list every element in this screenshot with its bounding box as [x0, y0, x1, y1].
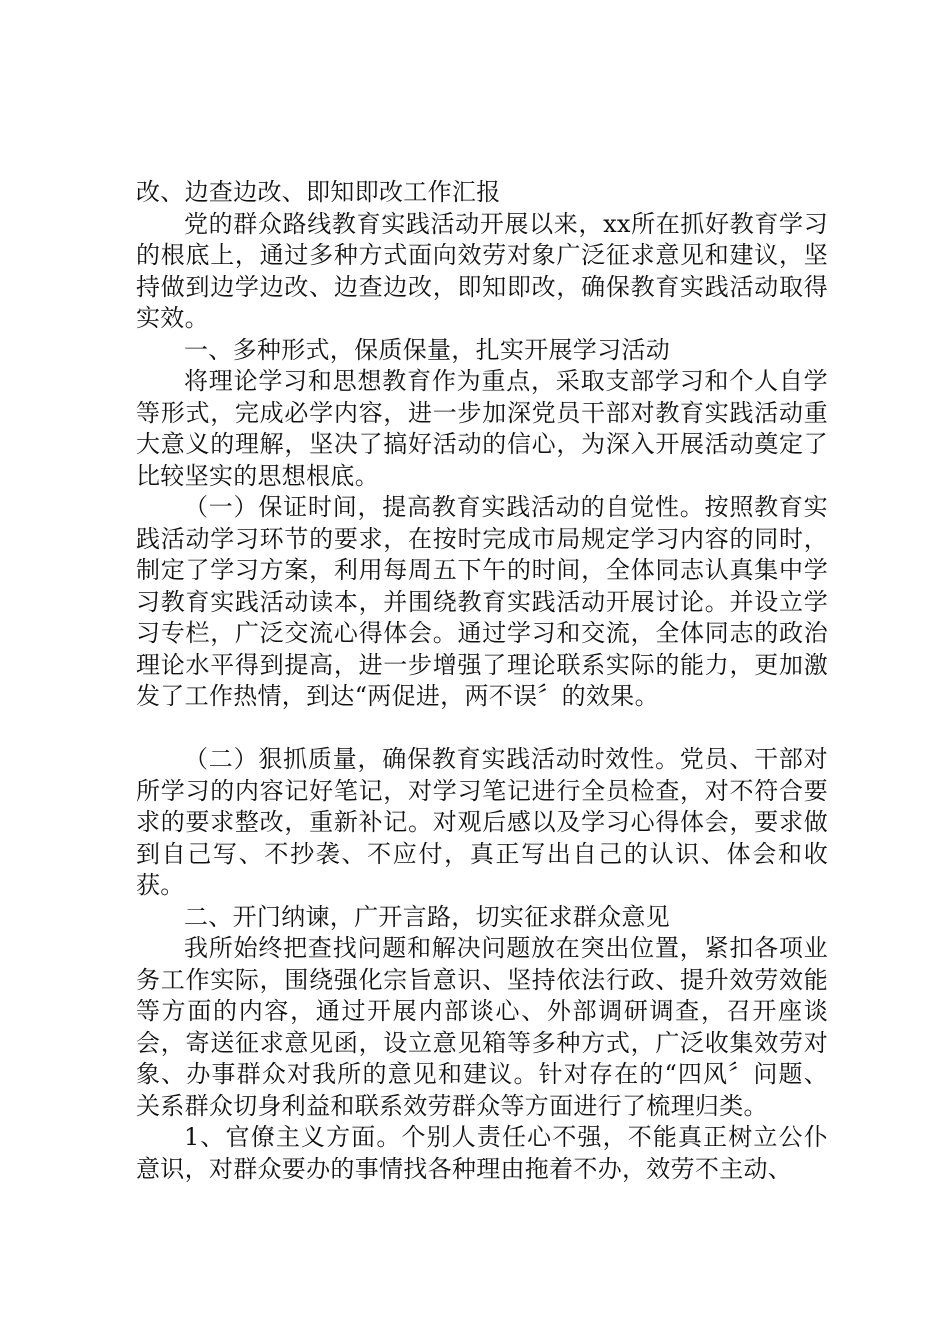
section-heading-1: 一、多种形式，保质保量，扎实开展学习活动	[184, 335, 670, 364]
item-1-paragraph: 1、官僚主义方面。个别人责任心不强，不能真正树立公仆意识，对群众要办的事情找各种理由拖着不办，效劳不主动、	[136, 1123, 828, 1183]
subsection-2-paragraph: （二）狠抓质量，确保教育实践活动时效性。党员、干部对所学习的内容记好笔记，对学习笔记进行全员检查，对不符合要求的要求整改，重新补记。对观后感以及学习心得体会，要求做到自己写、不抄袭、不应付，真正写出自己的认识、体会和收获。	[136, 745, 828, 899]
section-1-paragraph: 将理论学习和思想教育作为重点，采取支部学习和个人自学等形式，完成必学内容，进一步加深党员干部对教育实践活动重大意义的理解，坚决了搞好活动的信心，为深入开展活动奠定了比较坚实的思想根底。	[136, 367, 828, 490]
document-body	[136, 177, 828, 1185]
paragraph-gap	[136, 713, 828, 745]
section-2-paragraph: 我所始终把查找问题和解决问题放在突出位置，紧扣各项业务工作实际，围绕强化宗旨意识、坚持依法行政、提升效劳效能等方面的内容，通过开展内部谈心、外部调研调查，召开座谈会，寄送征求意见函，设立意见箱等多种方式，广泛收集效劳对象、办事群众对我所的意见和建议。针对存在的“四风〞问题、关系群众切身利益和联系效劳群众等方面进行了梳理归类。	[136, 934, 828, 1120]
subsection-1-paragraph: （一）保证时间，提高教育实践活动的自觉性。按照教育实践活动学习环节的要求，在按时完成市局规定学习内容的同时，制定了学习方案，利用每周五下午的时间，全体同志认真集中学习教育实践活动读本，并围绕教育实践活动开展讨论。并设立学习专栏，广泛交流心得体会。通过学习和交流，全体同志的政治理论水平得到提高，进一步增强了理论联系实际的能力，更加激发了工作热情，到达“两促进，两不误〞的效果。	[136, 493, 828, 710]
intro-paragraph: 党的群众路线教育实践活动开展以来，xx所在抓好教育学习的根底上，通过多种方式面向效劳对象广泛征求意见和建议，坚持做到边学边改、边查边改，即知即改，确保教育实践活动取得实效。	[136, 209, 828, 332]
document-title-fragment: 改、边查边改、即知即改工作汇报	[136, 178, 501, 206]
section-heading-2: 二、开门纳谏，广开言路，切实征求群众意见	[184, 902, 670, 931]
